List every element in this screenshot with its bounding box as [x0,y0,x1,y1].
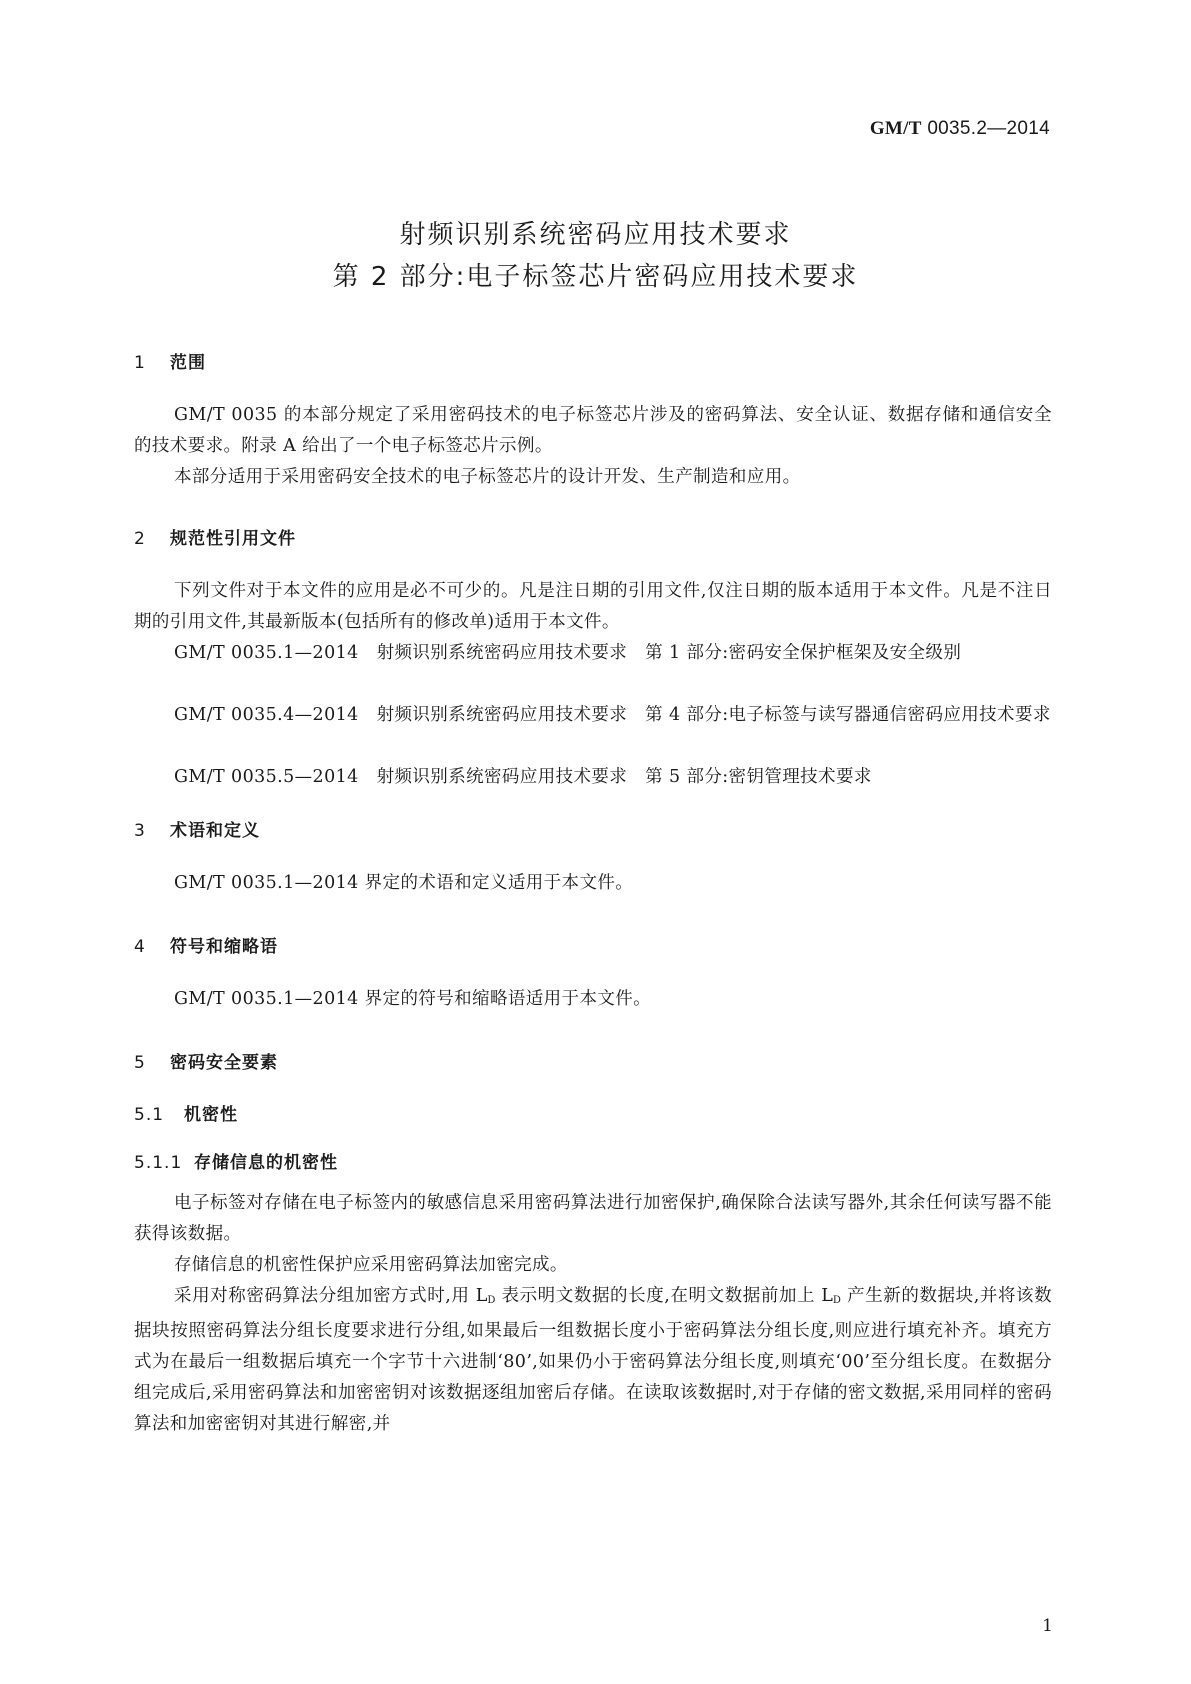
section-1-paragraph-1: GM/T 0035 的本部分规定了采用密码技术的电子标签芯片涉及的密码算法、安全认证、数据存储和通信安全的技术要求。附录 A 给出了一个电子标签芯片示例。 [134,405,1052,456]
section-5-1-1-heading [134,1148,338,1173]
section-5-1-1-paragraph-3 [134,1281,1052,1440]
symbol-subscript: D [832,1295,841,1306]
section-number: 5.1.1 [134,1153,183,1173]
normative-reference-2: GM/T 0035.4—2014 射频识别系统密码应用技术要求 第 4 部分:电子标签与读写器通信密码应用技术要求 [174,705,1051,725]
section-title: 存储信息的机密性 [194,1153,338,1173]
section-5-1-1-paragraph-1: 电子标签对存储在电子标签内的敏感信息采用密码算法进行加密保护,确保除合法读写器外,其余任何读写器不能获得该数据。 [134,1193,1052,1244]
page-number: 1 [1042,1616,1053,1636]
text-run: 表示明文数据的长度,在明文数据前加上 [495,1286,822,1306]
section-title: 密码安全要素 [170,1053,278,1073]
symbol-length-ld [476,1286,496,1306]
section-3-paragraph-1: GM/T 0035.1—2014 界定的术语和定义适用于本文件。 [174,873,634,893]
section-title: 规范性引用文件 [170,529,296,549]
section-5-1-1-paragraph-2: 存储信息的机密性保护应采用密码算法加密完成。 [174,1255,568,1275]
standard-number: 0035.2—2014 [927,118,1050,139]
symbol-length-ld [821,1286,841,1306]
normative-reference-3: GM/T 0035.5—2014 射频识别系统密码应用技术要求 第 5 部分:密钥管理技术要求 [174,767,872,787]
text-run: 产生新的数据块,并将该数据块按照密码算法分组长度要求进行分组,如果最后一组数据长度小于密码算法分组长度,则应进行填充补齐。填充方式为在最后一组数据后填充一个字节十六进制‘80’,如果仍小于密码算法分组长度,则填充‘00’至分组长度。在数据分组完成后,采用密码算法和加密密钥对该数据逐组加密后存储。在读取该数据时,对于存储的密文数据,采用同样的密码算法和加密密钥对其进行解密,并 [134,1286,1053,1434]
section-1-paragraph-2: 本部分适用于采用密码安全技术的电子标签芯片的设计开发、生产制造和应用。 [174,467,801,487]
section-number: 1 [134,353,146,373]
section-title: 机密性 [184,1105,238,1125]
section-2-heading [134,524,296,549]
section-4-heading [134,932,278,957]
section-number: 5 [134,1053,146,1073]
section-number: 2 [134,529,146,549]
section-5-heading [134,1048,278,1073]
symbol-letter: L [821,1286,833,1306]
standard-prefix: GM/T [869,118,922,139]
section-4-paragraph-1: GM/T 0035.1—2014 界定的符号和缩略语适用于本文件。 [174,989,652,1009]
section-3-heading [134,816,260,841]
section-number: 3 [134,821,146,841]
document-title-line1: 射频识别系统密码应用技术要求 [399,220,792,250]
section-title: 范围 [170,353,206,373]
section-5-1-heading [134,1100,238,1125]
section-number: 4 [134,937,146,957]
section-title: 符号和缩略语 [170,937,278,957]
symbol-letter: L [475,1286,488,1306]
section-2-paragraph-1: 下列文件对于本文件的应用是必不可少的。凡是注日期的引用文件,仅注日期的版本适用于本文件。凡是不注日期的引用文件,其最新版本(包括所有的修改单)适用于本文件。 [134,581,1052,632]
text-run: 采用对称密码算法分组加密方式时,用 [174,1286,476,1306]
section-number: 5.1 [134,1105,165,1125]
section-1-heading [134,348,206,373]
document-title-line2: 第 2 部分:电子标签芯片密码应用技术要求 [332,262,859,292]
symbol-subscript: D [487,1295,496,1306]
normative-reference-1: GM/T 0035.1—2014 射频识别系统密码应用技术要求 第 1 部分:密码安全保护框架及安全级别 [174,643,962,663]
standard-code [870,118,1050,140]
section-title: 术语和定义 [170,821,260,841]
